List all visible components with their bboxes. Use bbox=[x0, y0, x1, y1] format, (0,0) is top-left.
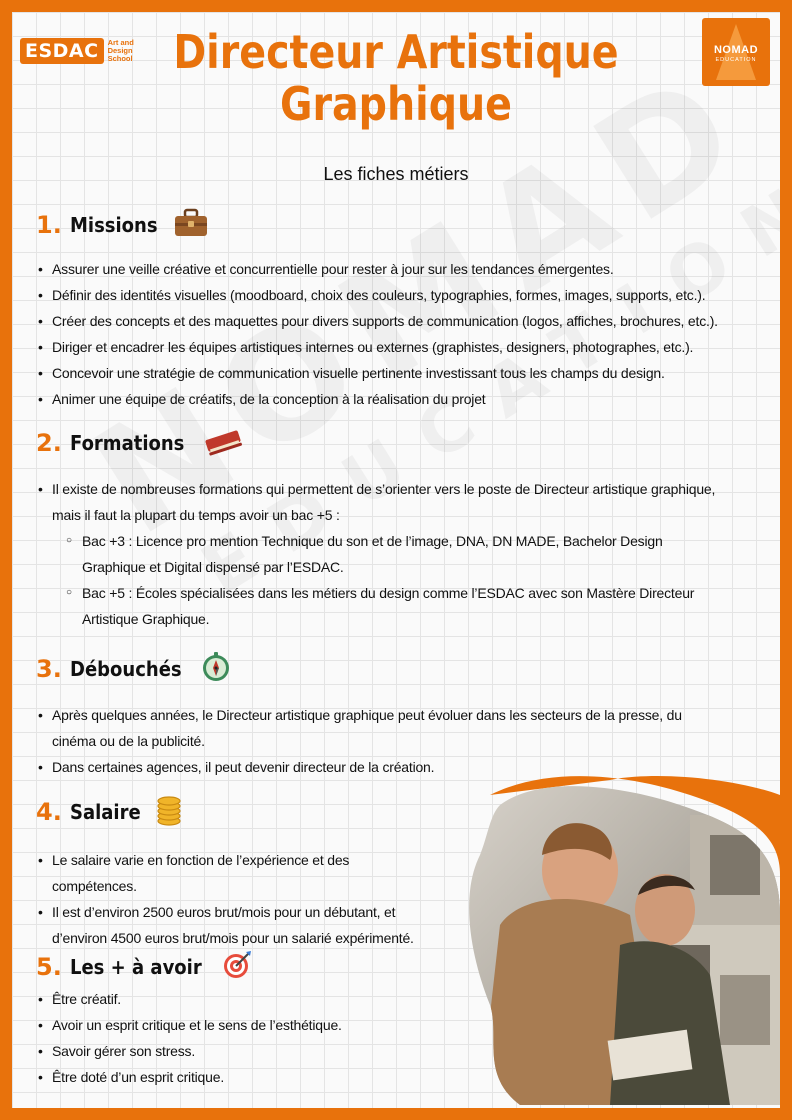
section-number: 4. bbox=[36, 798, 62, 826]
book-icon bbox=[203, 426, 243, 461]
esdac-logo-text: ESDAC bbox=[20, 38, 104, 64]
list-item: • Avoir un esprit critique et le sens de l’esthétique. bbox=[36, 1012, 762, 1038]
section-title: Salaire bbox=[70, 800, 141, 824]
section-missions bbox=[36, 208, 762, 412]
section-debouches bbox=[36, 652, 762, 780]
section-number: 1. bbox=[36, 211, 62, 239]
title-line1: Directeur Artistique bbox=[173, 25, 619, 79]
formations-list bbox=[36, 476, 716, 632]
title-line2: Graphique bbox=[279, 77, 513, 131]
section-title: Les + à avoir bbox=[70, 955, 202, 979]
list-item: • Être créatif. bbox=[36, 986, 762, 1012]
list-item: • Il est d’environ 2500 euros brut/mois pour un débutant, et d’environ 4500 euros brut/mois pour un salarié expérimenté. bbox=[36, 899, 436, 951]
nomad-logo-sub: EDUCATION bbox=[715, 57, 757, 63]
section-title: Débouchés bbox=[70, 657, 182, 681]
list-item: • Le salaire varie en fonction de l’expérience et des compétences. bbox=[36, 847, 436, 899]
list-item: • Il existe de nombreuses formations qui permettent de s’orienter vers le poste de Directeur artistique graphique, mais il faut la plupart du temps avoir un bac +5 : bbox=[36, 476, 716, 528]
section-heading bbox=[36, 208, 762, 242]
sub-list-item: ○ Bac +5 : Écoles spécialisées dans les métiers du design comme l’ESDAC avec son Mastère Directeur Artistique Graphique. bbox=[36, 580, 716, 632]
target-icon bbox=[222, 950, 252, 985]
section-formations bbox=[36, 426, 762, 632]
page-subtitle: Les fiches métiers bbox=[323, 164, 469, 184]
nomad-logo-text: NOMAD bbox=[713, 44, 759, 56]
compass-icon bbox=[200, 651, 232, 688]
list-item: • Concevoir une stratégie de communication visuelle pertinente investissant tous les champs du design. bbox=[36, 360, 762, 386]
list-item: • Savoir gérer son stress. bbox=[36, 1038, 762, 1064]
section-number: 5. bbox=[36, 953, 62, 981]
section-heading bbox=[36, 652, 762, 686]
list-item: • Assurer une veille créative et concurrentielle pour rester à jour sur les tendances émergentes. bbox=[36, 256, 762, 282]
section-heading bbox=[36, 426, 762, 460]
list-item: • Diriger et encadrer les équipes artistiques internes ou externes (graphistes, designers, photographes, etc.). bbox=[36, 334, 762, 360]
list-item: • Après quelques années, le Directeur artistique graphique peut évoluer dans les secteurs de la presse, du cinéma ou de la publicité. bbox=[36, 702, 716, 754]
list-item: • Définir des identités visuelles (moodboard, choix des couleurs, typographies, formes, images, supports, etc.). bbox=[36, 282, 762, 308]
section-title: Missions bbox=[70, 213, 158, 237]
list-item: • Dans certaines agences, il peut devenir directeur de la création. bbox=[36, 754, 716, 780]
list-item: • Animer une équipe de créatifs, de la conception à la réalisation du projet bbox=[36, 386, 762, 412]
section-number: 3. bbox=[36, 655, 62, 683]
salaire-list bbox=[36, 847, 436, 951]
coins-icon bbox=[155, 794, 183, 831]
page-title bbox=[55, 26, 736, 130]
list-item: • Créer des concepts et des maquettes pour divers supports de communication (logos, affiches, brochures, etc.). bbox=[36, 308, 762, 334]
missions-list bbox=[36, 256, 762, 412]
section-number: 2. bbox=[36, 429, 62, 457]
briefcase-icon bbox=[173, 208, 209, 243]
students-photo bbox=[460, 775, 780, 1105]
section-title: Formations bbox=[70, 431, 185, 455]
esdac-tagline: Art and Design School bbox=[107, 38, 134, 63]
debouches-list bbox=[36, 702, 716, 780]
list-item: • Être doté d’un esprit critique. bbox=[36, 1064, 762, 1090]
sub-list-item: ○ Bac +3 : Licence pro mention Technique du son et de l’image, DNA, DN MADE, Bachelor Design Graphique et Digital dispensé par l’ESDAC. bbox=[36, 528, 716, 580]
